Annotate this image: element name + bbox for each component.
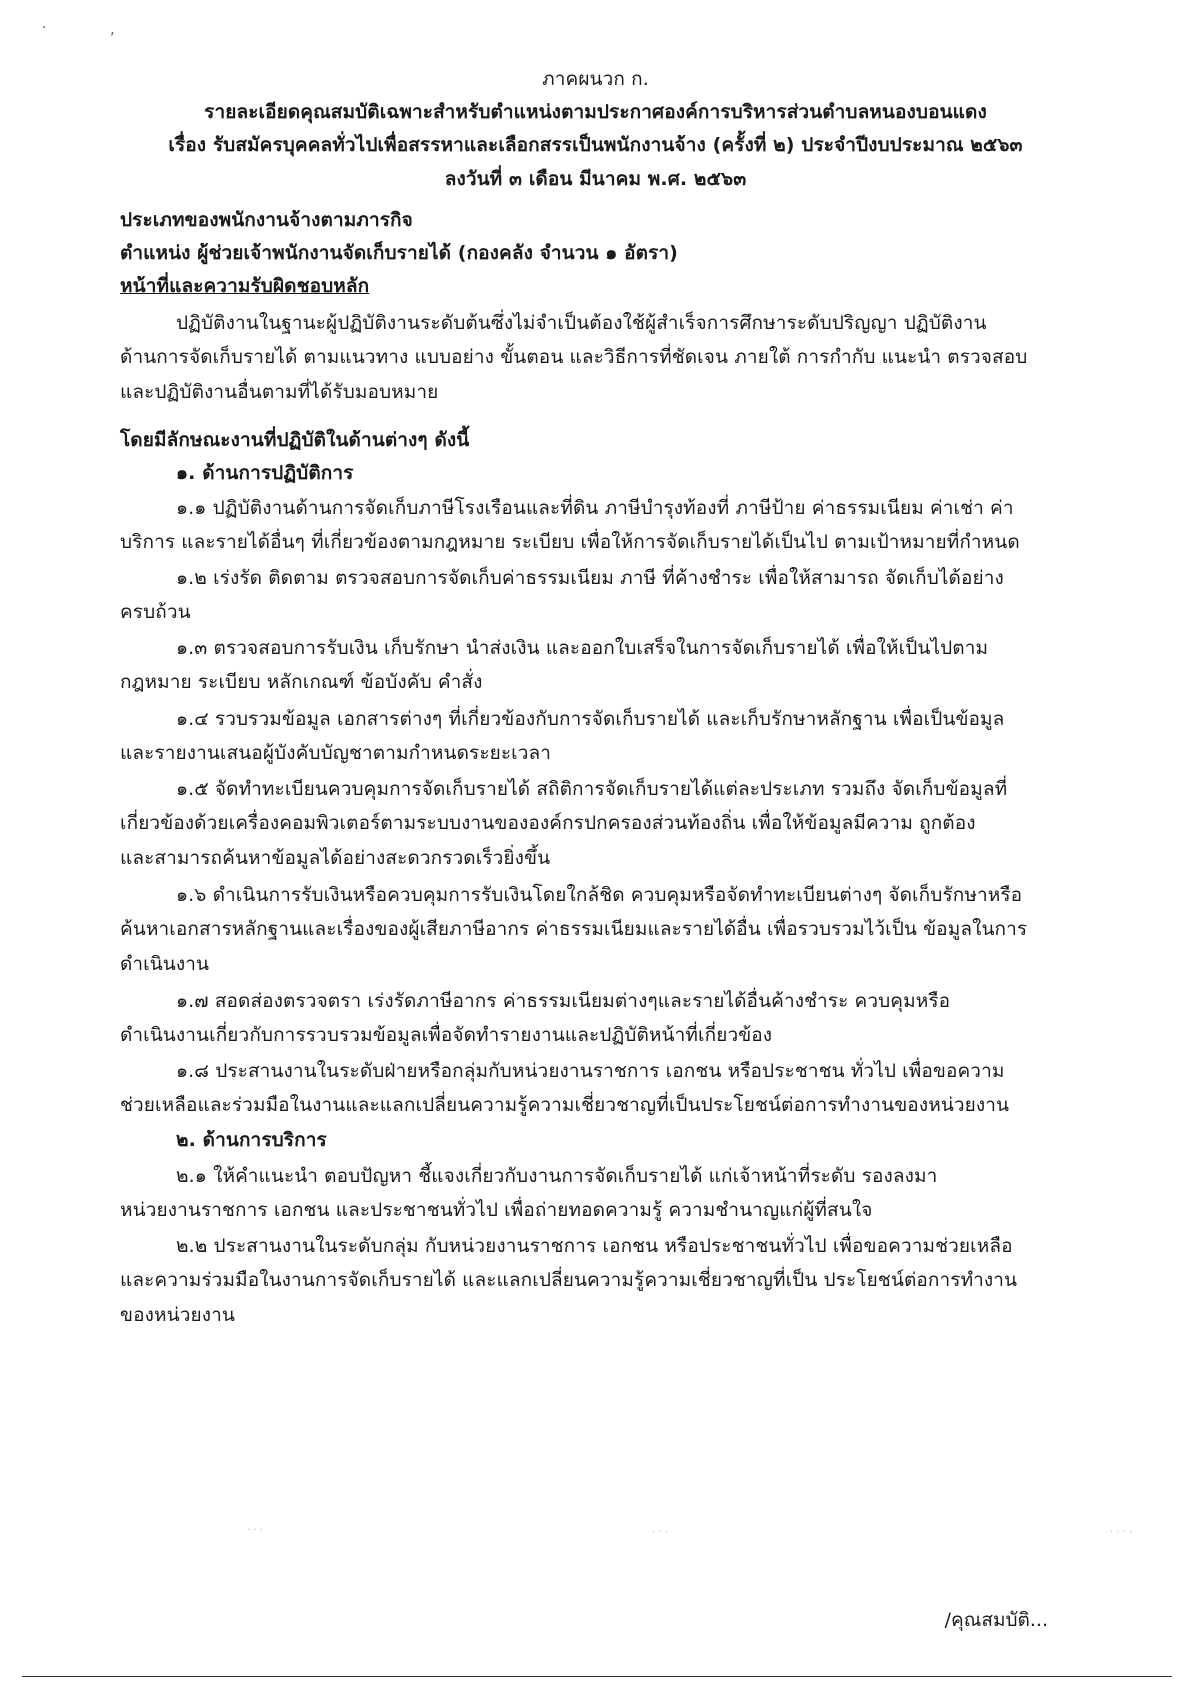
- duty-item-1-3-cont: กฎหมาย ระเบียบ หลักเกณฑ์ ข้อบังคับ คำสั่ง: [120, 671, 483, 693]
- intro-line: ด้านการจัดเก็บรายได้ ตามแนวทาง แบบอย่าง ขั้นตอน และวิธีการที่ชัดเจน ภายใต้ การกำกับ แนะนำ ตรวจสอบ: [120, 346, 1028, 368]
- employee-type: ประเภทของพนักงานจ้างตามภารกิจ: [120, 209, 413, 231]
- duty-item-1-8: ๑.๘ ประสานงานในระดับฝ่ายหรือกลุ่มกับหน่วยงานราชการ เอกชน หรือประชาชน ทั่วไป เพื่อขอความ: [176, 1060, 1005, 1082]
- duty-item-2-1-cont: หน่วยงานราชการ เอกชน และประชาชนทั่วไป เพื่อถ่ายทอดความรู้ ความชำนาญแก่ผู้ที่สนใจ: [120, 1199, 873, 1221]
- duty-item-1-1-cont: บริการ และรายได้อื่นๆ ที่เกี่ยวข้องตามกฎหมาย ระเบียบ เพื่อให้การจัดเก็บรายได้เป็นไป ตามเป้าหมายที่กำหนด: [120, 531, 1020, 553]
- page-bottom-edge: [22, 1676, 1172, 1677]
- duty-item-1-2-cont: ครบถ้วน: [120, 601, 191, 623]
- duty-item-2-1: ๒.๑ ให้คำแนะนำ ตอบปัญหา ชี้แจงเกี่ยวกับงานการจัดเก็บรายได้ แก่เจ้าหน้าที่ระดับ รองลงมา: [176, 1165, 938, 1187]
- duty-item-2-2-cont: และความร่วมมือในงานการจัดเก็บรายได้ และแลกเปลี่ยนความรู้ความเชี่ยวชาญที่เป็น ประโยชน์ต่อการทำงาน: [120, 1269, 1018, 1291]
- scan-speck: · · ·: [247, 1525, 263, 1536]
- position-title: ตำแหน่ง ผู้ช่วยเจ้าพนักงานจัดเก็บรายได้ (กองคลัง จำนวน ๑ อัตรา): [120, 242, 678, 264]
- scan-speck: ·: [42, 20, 47, 36]
- duties-heading: หน้าที่และความรับผิดชอบหลัก: [120, 275, 370, 297]
- scan-speck: · · ·: [652, 1527, 668, 1538]
- duty-item-1-6-cont: ค้นหาเอกสารหลักฐานและเรื่องของผู้เสียภาษีอากร ค่าธรรมเนียมและรายได้อื่น เพื่อรวบรวมไว้เป็น ข้อมูลในการ: [120, 918, 1028, 940]
- section-2-title: ๒. ด้านการบริการ: [176, 1129, 327, 1151]
- appendix-heading: ภาคผนวก ก.: [542, 68, 649, 90]
- intro-line: และปฏิบัติงานอื่นตามที่ได้รับมอบหมาย: [120, 381, 439, 403]
- duty-item-1-6-cont: ดำเนินงาน: [120, 953, 210, 975]
- duty-item-1-8-cont: ช่วยเหลือและร่วมมือในงานและแลกเปลี่ยนความรู้ความเชี่ยวชาญที่เป็นประโยชน์ต่อการทำงานของหน่วยงาน: [120, 1094, 1010, 1116]
- duty-item-1-4: ๑.๔ รวบรวมข้อมูล เอกสารต่างๆ ที่เกี่ยวข้องกับการจัดเก็บรายได้ และเก็บรักษาหลักฐาน เพื่อเป็นข้อมูล: [176, 708, 1005, 730]
- scan-speck: · · · ·: [1110, 1527, 1133, 1538]
- duty-item-1-5-cont: และสามารถค้นหาข้อมูลได้อย่างสะดวกรวดเร็วยิ่งขึ้น: [120, 847, 551, 869]
- scan-speck: ‚: [110, 22, 115, 38]
- document-date-line: ลงวันที่ ๓ เดือน มีนาคม พ.ศ. ๒๕๖๓: [444, 168, 747, 190]
- intro-line: ปฏิบัติงานในฐานะผู้ปฏิบัติงานระดับต้นซึ่งไม่จำเป็นต้องใช้ผู้สำเร็จการศึกษาระดับปริญญา ปฏิบัติงาน: [176, 312, 987, 334]
- document-title-line-1: รายละเอียดคุณสมบัติเฉพาะสำหรับตำแหน่งตามประกาศองค์การบริหารส่วนตำบลหนองบอนแดง: [204, 101, 987, 123]
- section-1-title: ๑. ด้านการปฏิบัติการ: [176, 462, 354, 484]
- duty-item-1-7-cont: ดำเนินงานเกี่ยวกับการรวบรวมข้อมูลเพื่อจัดทำรายงานและปฏิบัติหน้าที่เกี่ยวข้อง: [120, 1024, 773, 1046]
- document-title-line-2: เรื่อง รับสมัครบุคคลทั่วไปเพื่อสรรหาและเลือกสรรเป็นพนักงานจ้าง (ครั้งที่ ๒) ประจำปีงบประมาณ ๒๕๖๓: [168, 134, 1023, 156]
- duty-item-1-3: ๑.๓ ตรวจสอบการรับเงิน เก็บรักษา นำส่งเงิน และออกใบเสร็จในการจัดเก็บรายได้ เพื่อให้เป็นไปตาม: [176, 637, 989, 659]
- characteristics-heading: โดยมีลักษณะงานที่ปฏิบัติในด้านต่างๆ ดังนี้: [120, 429, 470, 451]
- duty-item-1-2: ๑.๒ เร่งรัด ติดตาม ตรวจสอบการจัดเก็บค่าธรรมเนียม ภาษี ที่ค้างชำระ เพื่อให้สามารถ จัดเก็บได้อย่าง: [176, 567, 1004, 589]
- duty-item-2-2-cont: ของหน่วยงาน: [120, 1304, 235, 1326]
- continuation-note: /คุณสมบัติ...: [944, 1609, 1048, 1631]
- duty-item-1-5: ๑.๕ จัดทำทะเบียนควบคุมการจัดเก็บรายได้ สถิติการจัดเก็บรายได้แต่ละประเภท รวมถึง จัดเก็บข้อมูลที่: [176, 778, 1008, 800]
- duty-item-1-5-cont: เกี่ยวข้องด้วยเครื่องคอมพิวเตอร์ตามระบบงานขององค์กรปกครองส่วนท้องถิ่น เพื่อให้ข้อมูลมีความ ถูกต้อง: [120, 812, 976, 834]
- duty-item-1-6: ๑.๖ ดำเนินการรับเงินหรือควบคุมการรับเงินโดยใกล้ชิด ควบคุมหรือจัดทำทะเบียนต่างๆ จัดเก็บรักษาหรือ: [176, 884, 1023, 906]
- duty-item-1-1: ๑.๑ ปฏิบัติงานด้านการจัดเก็บภาษีโรงเรือนและที่ดิน ภาษีบำรุงท้องที่ ภาษีป้าย ค่าธรรมเนียม ค่าเช่า ค่า: [176, 497, 1014, 519]
- duty-item-1-4-cont: และรายงานเสนอผู้บังคับบัญชาตามกำหนดระยะเวลา: [120, 742, 552, 764]
- duty-item-1-7: ๑.๗ สอดส่องตรวจตรา เร่งรัดภาษีอากร ค่าธรรมเนียมต่างๆและรายได้อื่นค้างชำระ ควบคุมหรือ: [176, 990, 951, 1012]
- duty-item-2-2: ๒.๒ ประสานงานในระดับกลุ่ม กับหน่วยงานราชการ เอกชน หรือประชาชนทั่วไป เพื่อขอความช่วยเหลือ: [176, 1235, 1013, 1257]
